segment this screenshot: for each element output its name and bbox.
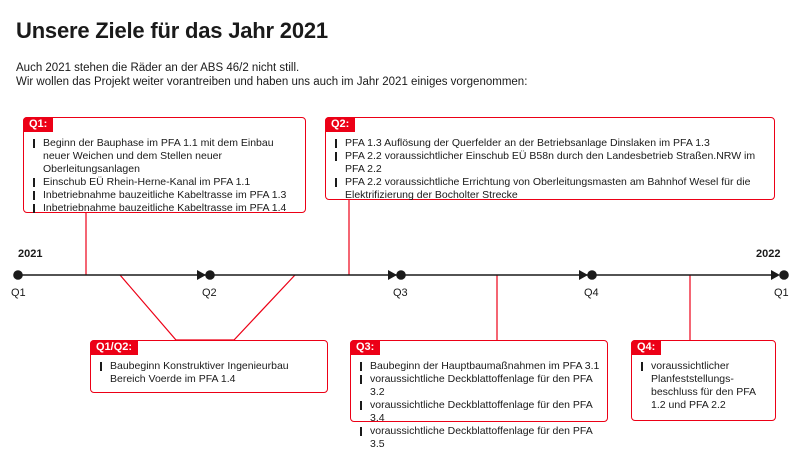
q1-tag: Q1: [23,117,53,132]
arrow-q4 [579,270,588,280]
list-item: voraussichtlicher Planfeststellungs-beschluss für den PFA 1.2 und PFA 2.2 [640,360,769,412]
list-item: Inbetriebnahme bauzeitliche Kabeltrasse im PFA 1.3 [32,189,299,202]
list-item: Einschub EÜ Rhein-Herne-Kanal im PFA 1.1 [32,176,299,189]
page-title: Unsere Ziele für das Jahr 2021 [16,18,328,43]
arrow-q2 [197,270,206,280]
quarter-label-q4: Q4 [584,287,599,299]
list-item: voraussichtliche Deckblattoffenlage für den PFA 3.4 [359,399,601,425]
list-item: voraussichtliche Deckblattoffenlage für den PFA 3.2 [359,373,601,399]
list-item: Beginn der Bauphase im PFA 1.1 mit dem Einbau neuer Weichen und dem Stellen neuer Oberleitungsanlagen [32,137,299,176]
year-label-start: 2021 [18,248,43,260]
marker-q3 [397,271,405,279]
q1q2-tag: Q1/Q2: [90,340,138,355]
intro-line-2: Wir wollen das Projekt weiter vorantreiben und haben uns auch im Jahr 2021 einiges vorgenommen: [16,75,528,88]
q4-tag: Q4: [631,340,661,355]
list-item: PFA 1.3 Auflösung der Querfelder an der Betriebsanlage Dinslaken im PFA 1.3 [334,137,768,150]
q2-tag: Q2: [325,117,355,132]
quarter-label-q1: Q1 [11,287,26,299]
q1q2-goals-box [90,340,328,393]
list-item: Baubeginn der Hauptbaumaßnahmen im PFA 3.1 [359,360,601,373]
list-item: PFA 2.2 voraussichtliche Errichtung von Oberleitungsmasten am Bahnhof Wesel für die Elektrifizierung der Bocholter Strecke [334,176,768,202]
intro-line-1: Auch 2021 stehen die Räder an der ABS 46/2 nicht still. [16,62,300,74]
list-item: Baubeginn Konstruktiver Ingenieurbau Bereich Voerde im PFA 1.4 [99,360,321,386]
marker-q2 [206,271,214,279]
connector-q1q2 [120,275,295,340]
q3-goals-box [350,340,608,450]
q3-tag: Q3: [350,340,380,355]
year-label-end: 2022 [756,248,781,260]
arrow-q3 [388,270,397,280]
list-item: PFA 2.2 voraussichtlicher Einschub EÜ B58n durch den Landesbetrieb Straßen.NRW im PFA 2.2 [334,150,768,176]
list-item: voraussichtliche Deckblattoffenlage für den PFA 3.5 [359,425,601,451]
q4-goals-box [631,340,776,421]
arrow-q1-end [771,270,780,280]
marker-q1-start [14,271,22,279]
marker-q4 [588,271,596,279]
list-item: Inbetriebnahme bauzeitliche Kabeltrasse im PFA 1.4 [32,202,299,215]
q2-goals-box [325,117,775,200]
quarter-label-q1-next: Q1 [774,287,789,299]
quarter-label-q3: Q3 [393,287,408,299]
q1-goals-box [23,117,306,213]
quarter-label-q2: Q2 [202,287,217,299]
marker-q1-end [780,271,788,279]
